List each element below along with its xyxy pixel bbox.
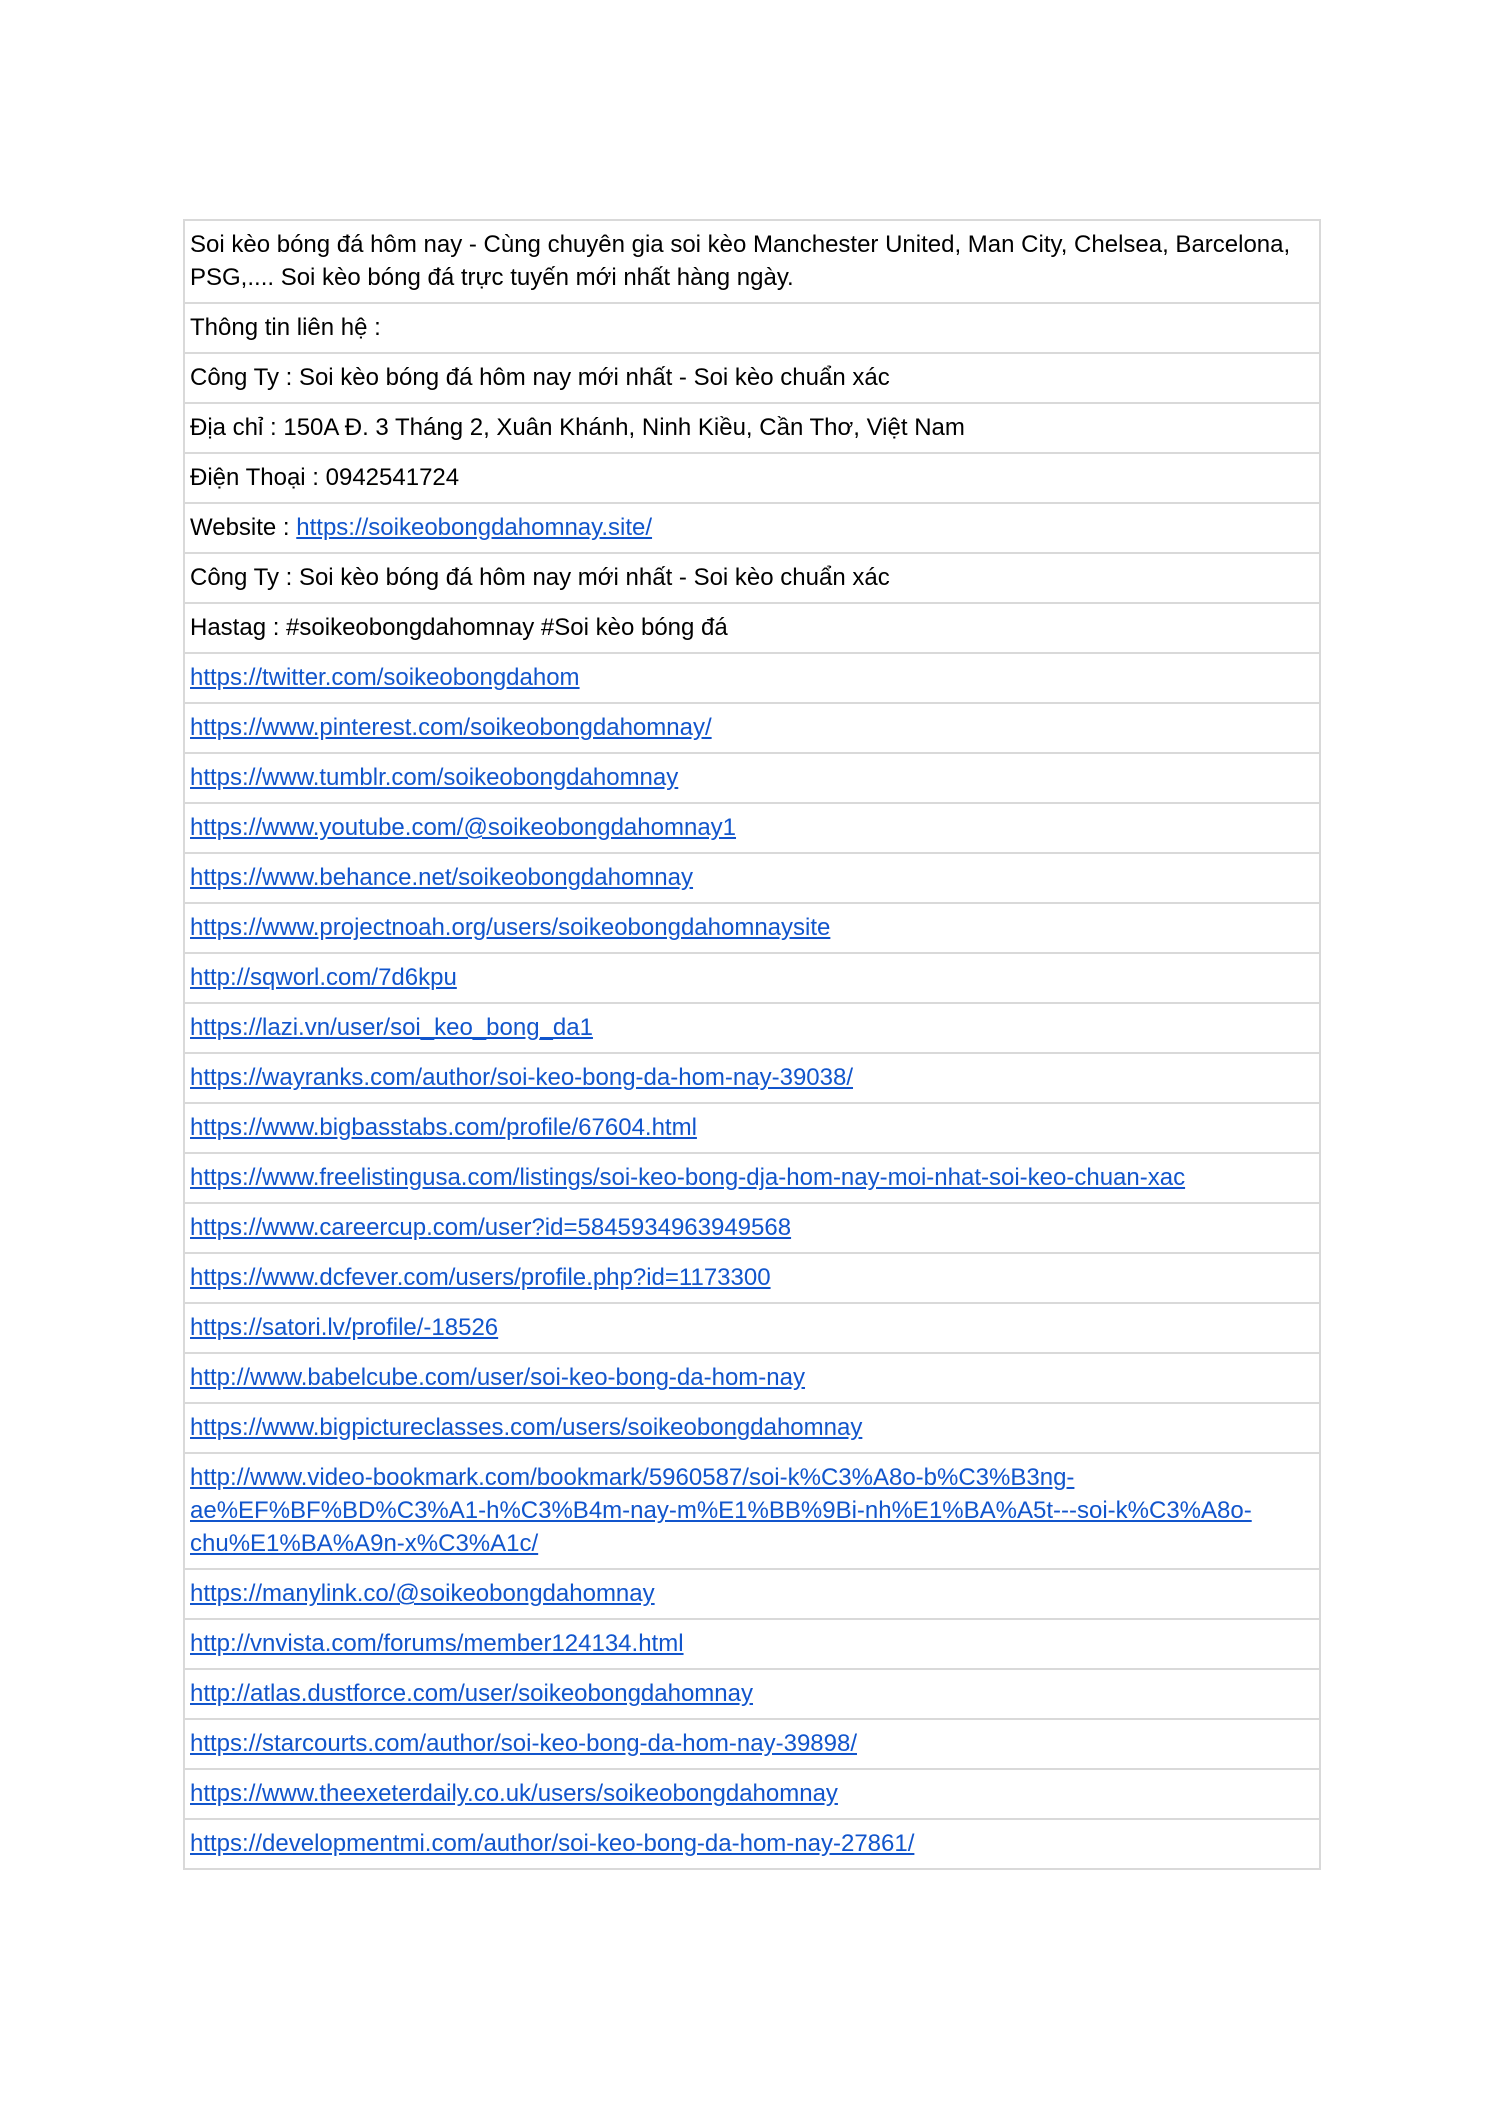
table-row (184, 1353, 1320, 1403)
table-row (184, 1819, 1320, 1869)
freelistingusa-link[interactable]: https://www.freelistingusa.com/listings/soi-keo-bong-dja-hom-nay-moi-nhat-soi-keo-chuan-xac (190, 1164, 1186, 1191)
table-row (184, 1053, 1320, 1103)
manylink-link[interactable]: https://manylink.co/@soikeobongdahomnay (190, 1580, 655, 1607)
behance-link[interactable]: https://www.behance.net/soikeobongdahomnay (190, 864, 694, 891)
sqworl-link[interactable]: http://sqworl.com/7d6kpu (190, 964, 457, 991)
table-row (184, 303, 1320, 353)
wayranks-link[interactable]: https://wayranks.com/author/soi-keo-bong-da-hom-nay-39038/ (190, 1064, 853, 1091)
table-row (184, 553, 1320, 603)
table-row (184, 603, 1320, 653)
table-row (184, 1253, 1320, 1303)
developmentmi-link[interactable]: https://developmentmi.com/author/soi-keo-bong-da-hom-nay-27861/ (190, 1830, 915, 1857)
website-cell (184, 503, 1320, 553)
video-bookmark-link[interactable]: http://www.video-bookmark.com/bookmark/5960587/soi-k%C3%A8o-b%C3%B3ng-ae%EF%BF%BD%C3%A1-h%C3%B4m-nay-m%E1%BB%9Bi-nh%E1%BA%A5t---soi-k%C3%A8o-chu%E1%BA%A9n-x%C3%A1c/ (190, 1464, 1252, 1557)
contact-info-table (183, 219, 1321, 1870)
table-row (184, 753, 1320, 803)
twitter-link[interactable]: https://twitter.com/soikeobongdahom (190, 664, 580, 691)
contact-heading: Thông tin liên hệ : (184, 303, 1320, 353)
table-row (184, 1453, 1320, 1569)
table-row (184, 220, 1320, 303)
company-name-repeat: Công Ty : Soi kèo bóng đá hôm nay mới nhất - Soi kèo chuẩn xác (184, 553, 1320, 603)
dustforce-link[interactable]: http://atlas.dustforce.com/user/soikeobongdahomnay (190, 1680, 753, 1707)
table-row (184, 703, 1320, 753)
table-row (184, 1669, 1320, 1719)
table-row (184, 1403, 1320, 1453)
hashtags: Hastag : #soikeobongdahomnay #Soi kèo bóng đá (184, 603, 1320, 653)
table-row (184, 1153, 1320, 1203)
projectnoah-link[interactable]: https://www.projectnoah.org/users/soikeobongdahomnaysite (190, 914, 831, 941)
table-row (184, 453, 1320, 503)
vnvista-link[interactable]: http://vnvista.com/forums/member124134.html (190, 1630, 684, 1657)
bigbasstabs-link[interactable]: https://www.bigbasstabs.com/profile/67604.html (190, 1114, 697, 1141)
dcfever-link[interactable]: https://www.dcfever.com/users/profile.php?id=1173300 (190, 1264, 771, 1291)
tumblr-link[interactable]: https://www.tumblr.com/soikeobongdahomnay (190, 764, 679, 791)
address: Địa chỉ : 150A Đ. 3 Tháng 2, Xuân Khánh, Ninh Kiều, Cần Thơ, Việt Nam (184, 403, 1320, 453)
satori-link[interactable]: https://satori.lv/profile/-18526 (190, 1314, 499, 1341)
phone: Điện Thoại : 0942541724 (184, 453, 1320, 503)
youtube-link[interactable]: https://www.youtube.com/@soikeobongdahomnay1 (190, 814, 737, 841)
careercup-link[interactable]: https://www.careercup.com/user?id=5845934963949568 (190, 1214, 792, 1241)
table-row (184, 403, 1320, 453)
starcourts-link[interactable]: https://starcourts.com/author/soi-keo-bong-da-hom-nay-39898/ (190, 1730, 857, 1757)
table-row (184, 853, 1320, 903)
table-row (184, 1769, 1320, 1819)
table-row (184, 1719, 1320, 1769)
table-row (184, 353, 1320, 403)
table-row (184, 1003, 1320, 1053)
babelcube-link[interactable]: http://www.babelcube.com/user/soi-keo-bong-da-hom-nay (190, 1364, 805, 1391)
table-row (184, 903, 1320, 953)
table-row (184, 1569, 1320, 1619)
table-row (184, 1303, 1320, 1353)
table-row (184, 1619, 1320, 1669)
table-row (184, 1103, 1320, 1153)
website-label: Website : (190, 514, 297, 541)
intro-description: Soi kèo bóng đá hôm nay - Cùng chuyên gia soi kèo Manchester United, Man City, Chelsea, Barcelona, PSG,.... Soi kèo bóng đá trực tuyến mới nhất hàng ngày. (184, 220, 1320, 303)
bigpictureclasses-link[interactable]: https://www.bigpictureclasses.com/users/soikeobongdahomnay (190, 1414, 863, 1441)
website-link[interactable]: https://soikeobongdahomnay.site/ (296, 514, 653, 541)
company-name: Công Ty : Soi kèo bóng đá hôm nay mới nhất - Soi kèo chuẩn xác (184, 353, 1320, 403)
table-row (184, 653, 1320, 703)
theexeterdaily-link[interactable]: https://www.theexeterdaily.co.uk/users/soikeobongdahomnay (190, 1780, 838, 1807)
pinterest-link[interactable]: https://www.pinterest.com/soikeobongdahomnay/ (190, 714, 712, 741)
table-row (184, 953, 1320, 1003)
table-row (184, 1203, 1320, 1253)
table-row (184, 503, 1320, 553)
lazi-link[interactable]: https://lazi.vn/user/soi_keo_bong_da1 (190, 1014, 593, 1041)
table-row (184, 803, 1320, 853)
